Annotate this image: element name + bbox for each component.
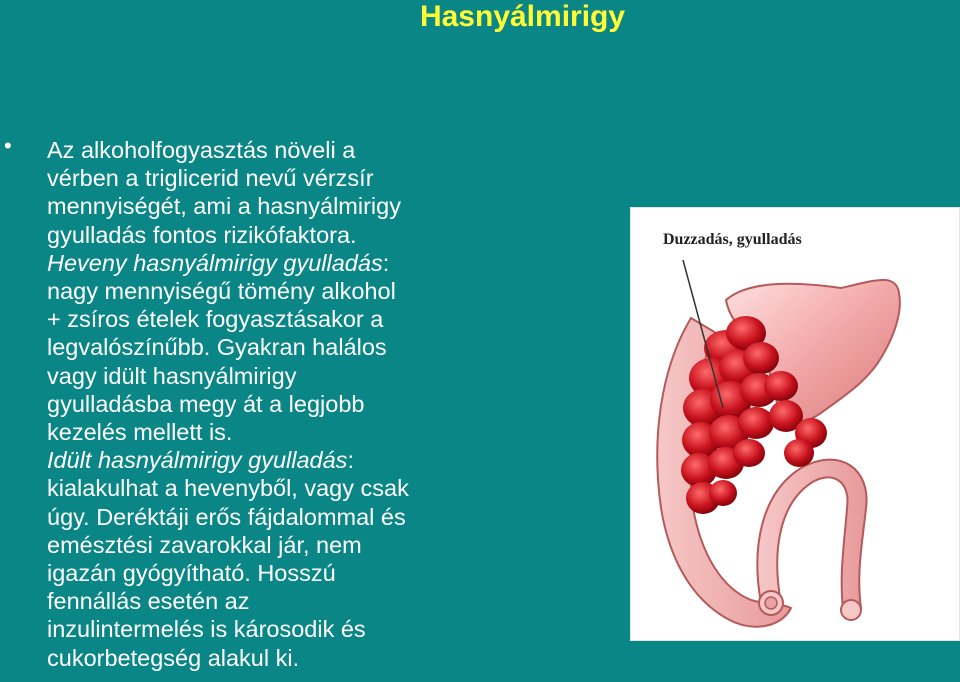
bullet-marker: •: [4, 133, 12, 158]
figure-caption: Duzzadás, gyulladás: [663, 231, 802, 248]
text-line: legvalószínűbb. Gyakran halálos: [47, 334, 387, 361]
text-line: [47, 447, 354, 473]
pancreas-drawing: [631, 208, 959, 640]
chronic-pancreatitis-term: Idült hasnyálmirigy gyulladás: [47, 447, 348, 474]
main-paragraph: [47, 136, 517, 672]
text-line: vérben a triglicerid nevű vérzsír: [47, 165, 374, 192]
intestine-loop: [757, 460, 866, 608]
text-line: igazán gyógyítható. Hosszú: [47, 560, 336, 587]
acute-pancreatitis-term: Heveny hasnyálmirigy gyulladás: [47, 249, 383, 276]
pancreas-illustration: [630, 207, 960, 641]
intestine-opening: [765, 597, 777, 609]
text-line: gyulladásba megy át a legjobb: [47, 390, 365, 417]
text-line: kezelés mellett is.: [47, 419, 233, 446]
text-line: vagy idült hasnyálmirigy: [47, 362, 297, 389]
text-fragment: :: [347, 447, 354, 474]
text-line: Az alkoholfogyasztás növeli a: [47, 137, 356, 163]
text-line: mennyiségét, ami a hasnyálmirigy: [47, 193, 401, 220]
text-line: gyulladás fontos rizikófaktora.: [47, 221, 357, 248]
text-line: inzulintermelés is károsodik és: [47, 616, 366, 643]
text-line: cukorbetegség alakul ki.: [47, 644, 300, 671]
text-line: + zsíros ételek fogyasztásakor a: [47, 306, 384, 333]
slide-title: Hasnyálmirigy: [419, 0, 626, 33]
text-line: emésztési zavarokkal jár, nem: [47, 531, 362, 558]
text-fragment: :: [382, 249, 390, 276]
text-line: fennállás esetén az: [47, 588, 250, 615]
intestine-opening: [841, 600, 861, 620]
text-line: úgy. Deréktáji erős fájdalommal és: [47, 503, 406, 530]
text-line: nagy mennyiségű tömény alkohol: [47, 278, 396, 305]
text-line: kialakulhat a hevenyből, vagy csak: [47, 475, 409, 502]
text-line: [47, 250, 389, 276]
